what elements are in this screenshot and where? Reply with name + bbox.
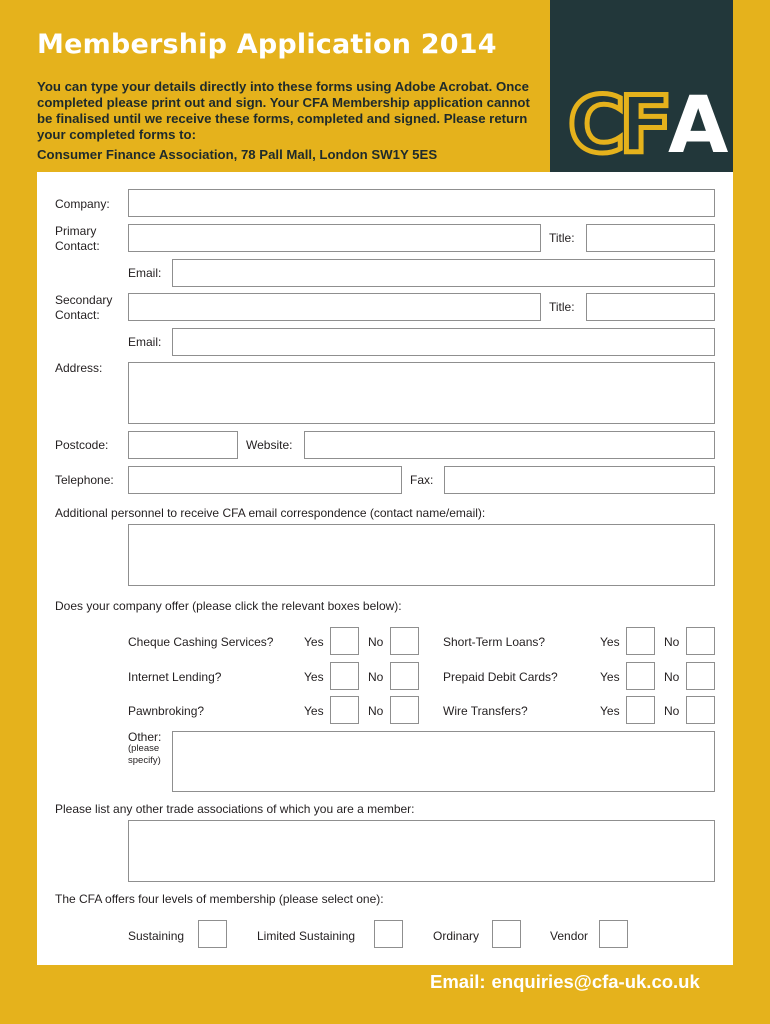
additional-personnel-input[interactable] — [128, 524, 715, 586]
yes-label: Yes — [304, 704, 324, 718]
membership-ordinary-label: Ordinary — [433, 929, 480, 943]
telephone-label: Telephone: — [55, 473, 114, 487]
primary-title-input[interactable] — [586, 224, 715, 252]
footer-email — [430, 971, 700, 993]
services-question: Does your company offer (please click the relevant boxes below): — [55, 599, 402, 613]
yes-label: Yes — [304, 635, 324, 649]
yes-label: Yes — [600, 635, 620, 649]
website-label: Website: — [246, 438, 293, 452]
cheque-cashing-no-checkbox[interactable] — [390, 627, 419, 655]
internet-lending-no-checkbox[interactable] — [390, 662, 419, 690]
service-short-term-loans-label: Short-Term Loans? — [443, 635, 546, 649]
additional-personnel-label: Additional personnel to receive CFA email correspondence (contact name/email): — [55, 506, 486, 520]
primary-contact-label-line1: Primary — [55, 224, 97, 238]
fax-input[interactable] — [444, 466, 715, 494]
primary-email-label: Email: — [128, 266, 162, 280]
secondary-contact-label-line2: Contact: — [55, 308, 100, 322]
secondary-title-label: Title: — [549, 300, 575, 314]
address-label: Address: — [55, 361, 103, 375]
trade-associations-input[interactable] — [128, 820, 715, 882]
application-form — [37, 172, 733, 965]
primary-email-input[interactable] — [172, 259, 715, 287]
secondary-title-input[interactable] — [586, 293, 715, 321]
postcode-label: Postcode: — [55, 438, 109, 452]
primary-title-label: Title: — [549, 231, 575, 245]
primary-contact-label-line2: Contact: — [55, 239, 100, 253]
prepaid-debit-cards-no-checkbox[interactable] — [686, 662, 715, 690]
membership-question: The CFA offers four levels of membership (please select one): — [55, 892, 384, 906]
other-services-input[interactable] — [172, 731, 715, 792]
secondary-contact-input[interactable] — [128, 293, 541, 321]
membership-vendor-checkbox[interactable] — [599, 920, 628, 948]
logo-panel — [550, 0, 733, 173]
short-term-loans-yes-checkbox[interactable] — [626, 627, 655, 655]
no-label: No — [664, 704, 680, 718]
secondary-email-input[interactable] — [172, 328, 715, 356]
return-address: Consumer Finance Association, 78 Pall Mall, London SW1Y 5ES — [37, 147, 438, 162]
intro-text: You can type your details directly into these forms using Adobe Acrobat. Once completed please print out and sign. Your CFA Membership application cannot be finalised until we receive these forms, completed and signed. Please return your completed forms to: — [37, 79, 530, 142]
membership-sustaining-label: Sustaining — [128, 929, 185, 943]
secondary-email-label: Email: — [128, 335, 162, 349]
logo-text-a: A — [668, 81, 729, 171]
no-label: No — [368, 670, 384, 684]
other-hint-line1: (please — [128, 743, 160, 754]
address-input[interactable] — [128, 362, 715, 424]
fax-label: Fax: — [410, 473, 434, 487]
footer-email-address[interactable]: enquiries@cfa-uk.co.uk — [491, 971, 700, 992]
other-hint-line2: specify) — [128, 755, 161, 766]
service-internet-lending-label: Internet Lending? — [128, 670, 222, 684]
short-term-loans-no-checkbox[interactable] — [686, 627, 715, 655]
other-label: Other: — [128, 730, 162, 744]
pawnbroking-yes-checkbox[interactable] — [330, 696, 359, 724]
membership-vendor-label: Vendor — [550, 929, 589, 943]
yes-label: Yes — [600, 704, 620, 718]
cheque-cashing-yes-checkbox[interactable] — [330, 627, 359, 655]
logo-text-cf: CF — [568, 81, 667, 171]
service-cheque-cashing-label: Cheque Cashing Services? — [128, 635, 274, 649]
yes-label: Yes — [304, 670, 324, 684]
primary-contact-input[interactable] — [128, 224, 541, 252]
service-prepaid-debit-cards-label: Prepaid Debit Cards? — [443, 670, 558, 684]
no-label: No — [664, 670, 680, 684]
page-title: Membership Application 2014 — [37, 29, 497, 60]
prepaid-debit-cards-yes-checkbox[interactable] — [626, 662, 655, 690]
membership-limited-sustaining-label: Limited Sustaining — [257, 929, 356, 943]
no-label: No — [368, 704, 384, 718]
footer-email-label: Email: — [430, 971, 486, 992]
service-wire-transfers-label: Wire Transfers? — [443, 704, 528, 718]
company-input[interactable] — [128, 189, 715, 217]
internet-lending-yes-checkbox[interactable] — [330, 662, 359, 690]
secondary-contact-label-line1: Secondary — [55, 293, 113, 307]
website-input[interactable] — [304, 431, 715, 459]
yes-label: Yes — [600, 670, 620, 684]
membership-ordinary-checkbox[interactable] — [492, 920, 521, 948]
membership-sustaining-checkbox[interactable] — [198, 920, 227, 948]
postcode-input[interactable] — [128, 431, 238, 459]
no-label: No — [368, 635, 384, 649]
company-label: Company: — [55, 197, 110, 211]
cfa-logo — [568, 81, 729, 171]
wire-transfers-no-checkbox[interactable] — [686, 696, 715, 724]
no-label: No — [664, 635, 680, 649]
service-pawnbroking-label: Pawnbroking? — [128, 704, 205, 718]
wire-transfers-yes-checkbox[interactable] — [626, 696, 655, 724]
pawnbroking-no-checkbox[interactable] — [390, 696, 419, 724]
telephone-input[interactable] — [128, 466, 402, 494]
trade-associations-label: Please list any other trade associations of which you are a member: — [55, 802, 415, 816]
membership-limited-sustaining-checkbox[interactable] — [374, 920, 403, 948]
